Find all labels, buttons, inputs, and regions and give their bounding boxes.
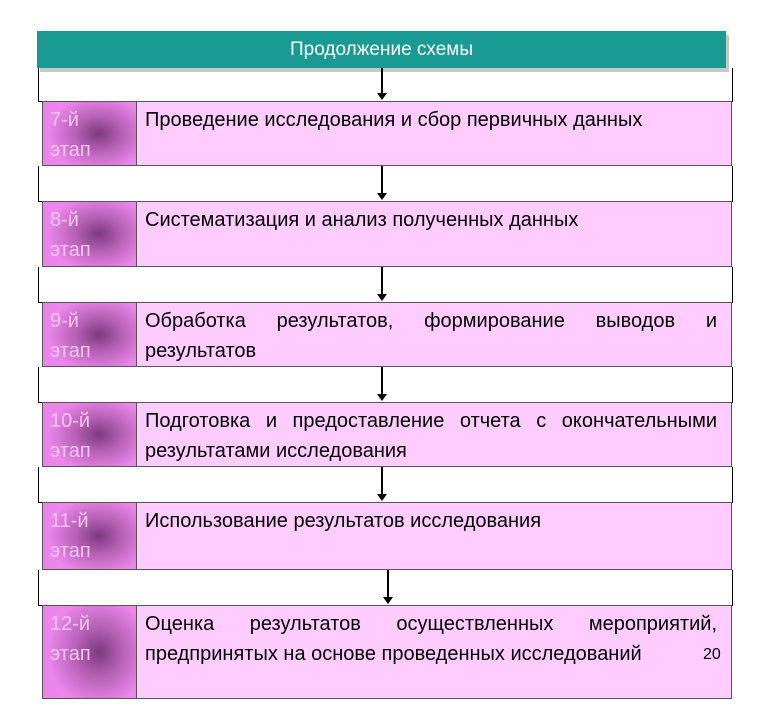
stage-label-11: 11-й этап: [42, 502, 137, 570]
stage-label-12: 12-й этап: [42, 605, 137, 699]
page-number: 20: [703, 646, 721, 663]
arrow-down-icon: [381, 267, 383, 299]
arrow-down-icon: [381, 166, 383, 198]
stage-row-10: [42, 402, 732, 467]
stage-row-12: [42, 605, 732, 699]
stage-row-8: [42, 201, 732, 267]
stage-label-8: 8-й этап: [42, 201, 137, 267]
stage-description-7: Проведение исследования и сбор первичных данных: [137, 101, 732, 166]
stage-row-7: [42, 101, 732, 166]
stage-description-9: Обработка результатов, формирование выводов и результатов: [137, 302, 732, 367]
stage-description-8: Систематизация и анализ полученных данных: [137, 201, 732, 267]
stage-row-9: [42, 302, 732, 367]
stage-label-7: 7-й этап: [42, 101, 137, 166]
stage-description-11: Использование результатов исследования: [137, 502, 732, 570]
arrow-down-icon: [381, 467, 383, 499]
arrow-down-icon: [387, 570, 389, 602]
stage-label-10: 10-й этап: [42, 402, 137, 467]
stage-description-12: Оценка результатов осуществленных мероприятий, предпринятых на основе проведенных исследований: [137, 605, 732, 699]
stage-description-10: Подготовка и предоставление отчета с окончательными результатами исследования: [137, 402, 732, 467]
scheme-header-title: Продолжение схемы: [290, 38, 473, 60]
arrow-down-icon: [381, 367, 383, 399]
scheme-header: [37, 31, 726, 68]
stage-label-9: 9-й этап: [42, 302, 137, 367]
arrow-down-icon: [381, 68, 383, 98]
stage-row-11: [42, 502, 732, 570]
